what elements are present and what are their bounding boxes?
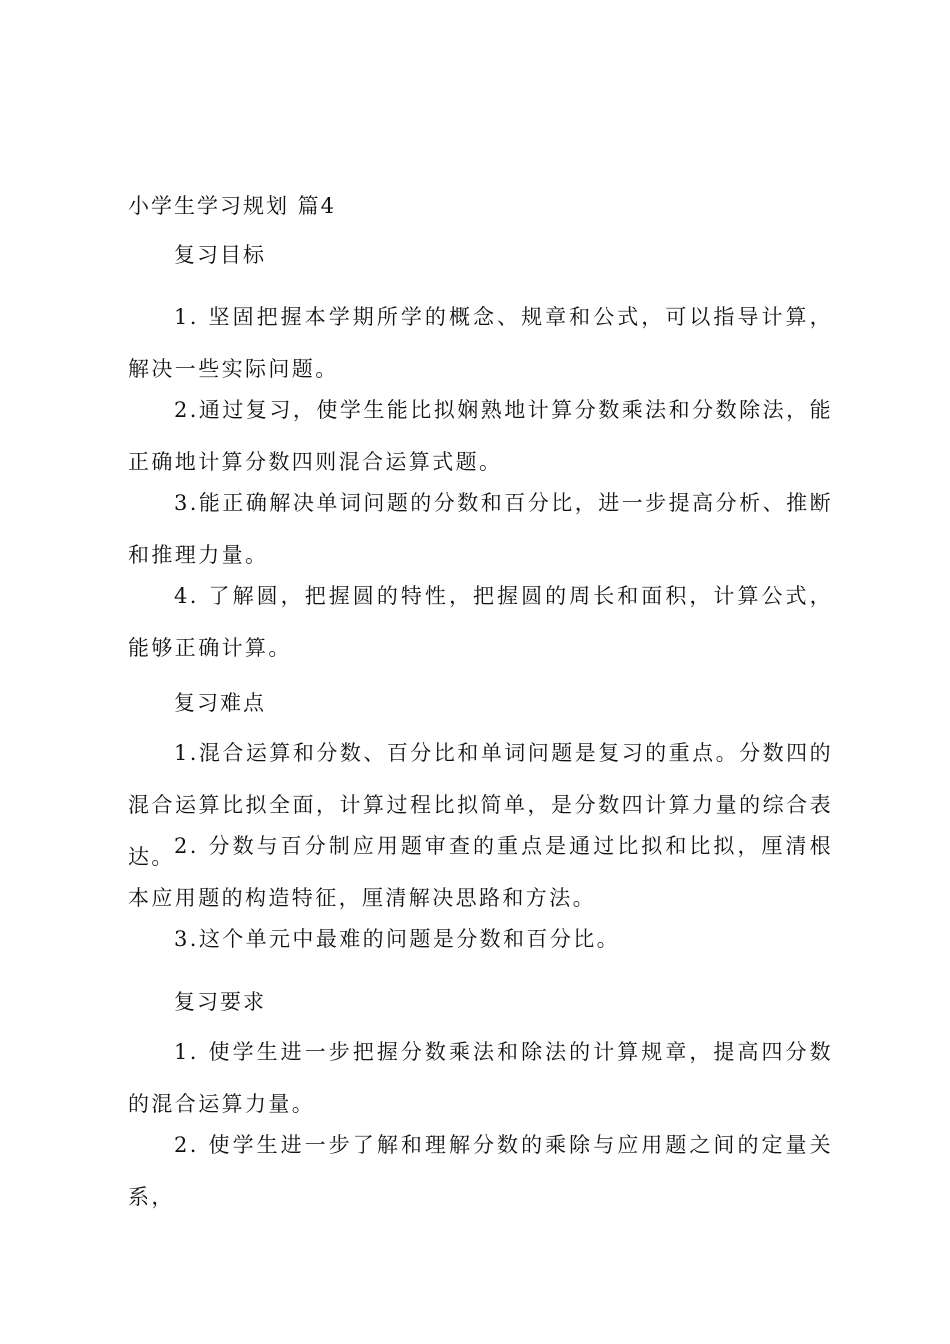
paragraph-requirement-1: 1. 使学生进一步把握分数乘法和除法的计算规章，提高四分数的混合运算力量。 [128,1040,833,1116]
paragraph-difficulty-2: 2. 分数与百分制应用题审查的重点是通过比拟和比拟，厘清根本应用题的构造特征，厘清解决思路和方法。 [128,834,833,910]
section-heading-review-difficulties: 复习难点 [174,691,266,715]
document-title: 小学生学习规划 篇4 [128,194,337,218]
paragraph-difficulty-1: 1.混合运算和分数、百分比和单词问题是复习的重点。分数四的混合运算比拟全面，计算过程比拟简单，是分数四计算力量的综合表达。 [128,741,833,869]
section-heading-review-requirements: 复习要求 [174,990,266,1014]
section-heading-review-goals: 复习目标 [174,243,266,267]
paragraph-difficulty-3: 3.这个单元中最难的问题是分数和百分比。 [174,927,621,951]
paragraph-requirement-2: 2. 使学生进一步了解和理解分数的乘除与应用题之间的定量关系， [128,1133,833,1209]
paragraph-goal-3: 3.能正确解决单词问题的分数和百分比，进一步提高分析、推断和推理力量。 [128,491,833,567]
paragraph-goal-1: 1. 坚固把握本学期所学的概念、规章和公式，可以指导计算，解决一些实际问题。 [128,305,833,381]
paragraph-goal-4: 4. 了解圆，把握圆的特性，把握圆的周长和面积，计算公式，能够正确计算。 [128,584,833,660]
paragraph-goal-2: 2.通过复习，使学生能比拟娴熟地计算分数乘法和分数除法，能正确地计算分数四则混合运算式题。 [128,398,833,474]
